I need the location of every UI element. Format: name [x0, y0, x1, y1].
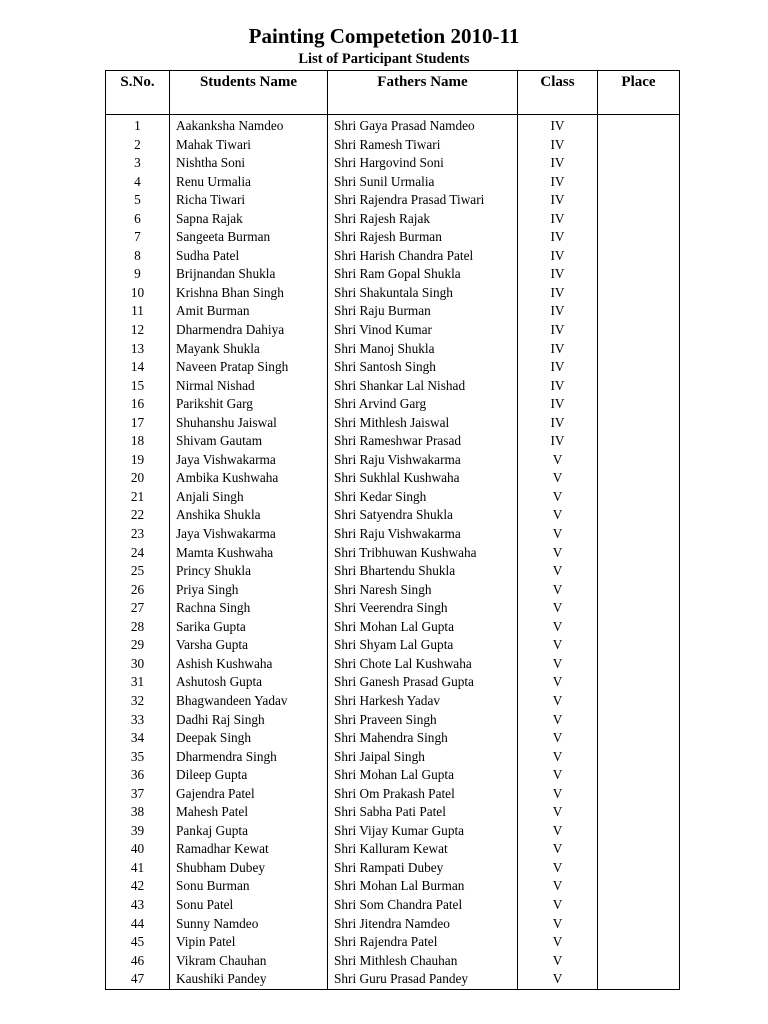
cell-sno: 17 [106, 414, 170, 433]
cell-place [598, 840, 680, 859]
cell-sno: 18 [106, 432, 170, 451]
table-row [106, 599, 680, 618]
table-row [106, 562, 680, 581]
cell-class: V [518, 729, 598, 748]
cell-sno: 19 [106, 451, 170, 470]
table-row [106, 302, 680, 321]
cell-father-name: Shri Sabha Pati Patel [328, 803, 518, 822]
cell-student-name: Bhagwandeen Yadav [170, 692, 328, 711]
cell-father-name: Shri Vijay Kumar Gupta [328, 822, 518, 841]
cell-class: V [518, 673, 598, 692]
cell-sno: 20 [106, 469, 170, 488]
cell-sno: 10 [106, 284, 170, 303]
cell-student-name: Naveen Pratap Singh [170, 358, 328, 377]
cell-class: IV [518, 358, 598, 377]
cell-sno: 4 [106, 173, 170, 192]
cell-father-name: Shri Mohan Lal Gupta [328, 766, 518, 785]
cell-sno: 41 [106, 859, 170, 878]
cell-student-name: Deepak Singh [170, 729, 328, 748]
cell-place [598, 952, 680, 971]
cell-class: IV [518, 395, 598, 414]
table-row [106, 469, 680, 488]
cell-sno: 11 [106, 302, 170, 321]
cell-sno: 28 [106, 618, 170, 637]
cell-student-name: Anshika Shukla [170, 506, 328, 525]
cell-sno: 9 [106, 265, 170, 284]
cell-place [598, 896, 680, 915]
cell-place [598, 599, 680, 618]
cell-student-name: Dadhi Raj Singh [170, 711, 328, 730]
cell-class: V [518, 525, 598, 544]
cell-sno: 23 [106, 525, 170, 544]
cell-sno: 45 [106, 933, 170, 952]
cell-sno: 15 [106, 377, 170, 396]
cell-sno: 16 [106, 395, 170, 414]
cell-father-name: Shri Rajendra Prasad Tiwari [328, 191, 518, 210]
cell-father-name: Shri Mohan Lal Gupta [328, 618, 518, 637]
cell-father-name: Shri Harkesh Yadav [328, 692, 518, 711]
table-row [106, 877, 680, 896]
cell-father-name: Shri Shyam Lal Gupta [328, 636, 518, 655]
cell-father-name: Shri Tribhuwan Kushwaha [328, 544, 518, 563]
cell-sno: 22 [106, 506, 170, 525]
table-row [106, 655, 680, 674]
cell-class: IV [518, 136, 598, 155]
cell-father-name: Shri Mithlesh Jaiswal [328, 414, 518, 433]
cell-student-name: Varsha Gupta [170, 636, 328, 655]
table-row [106, 358, 680, 377]
table-row [106, 915, 680, 934]
cell-father-name: Shri Hargovind Soni [328, 154, 518, 173]
cell-sno: 46 [106, 952, 170, 971]
cell-father-name: Shri Shankar Lal Nishad [328, 377, 518, 396]
cell-sno: 47 [106, 970, 170, 989]
cell-student-name: Aakanksha Namdeo [170, 117, 328, 136]
participants-table [105, 70, 680, 990]
cell-place [598, 915, 680, 934]
header-students-name: Students Name [170, 71, 328, 115]
table-row [106, 321, 680, 340]
cell-class: IV [518, 265, 598, 284]
cell-class: V [518, 877, 598, 896]
cell-sno: 43 [106, 896, 170, 915]
cell-class: V [518, 785, 598, 804]
cell-student-name: Nirmal Nishad [170, 377, 328, 396]
table-row [106, 451, 680, 470]
cell-class: V [518, 562, 598, 581]
cell-student-name: Rachna Singh [170, 599, 328, 618]
cell-class: V [518, 469, 598, 488]
cell-sno: 37 [106, 785, 170, 804]
cell-sno: 7 [106, 228, 170, 247]
document-title: Painting Competetion 2010-11 [248, 24, 520, 48]
cell-student-name: Mamta Kushwaha [170, 544, 328, 563]
cell-class: IV [518, 117, 598, 136]
cell-place [598, 970, 680, 989]
cell-father-name: Shri Jitendra Namdeo [328, 915, 518, 934]
cell-place [598, 247, 680, 266]
cell-place [598, 785, 680, 804]
cell-student-name: Ashish Kushwaha [170, 655, 328, 674]
cell-father-name: Shri Rameshwar Prasad [328, 432, 518, 451]
cell-student-name: Mahak Tiwari [170, 136, 328, 155]
cell-student-name: Sonu Patel [170, 896, 328, 915]
cell-father-name: Shri Raju Vishwakarma [328, 525, 518, 544]
cell-student-name: Priya Singh [170, 581, 328, 600]
cell-place [598, 228, 680, 247]
cell-place [598, 414, 680, 433]
cell-father-name: Shri Ganesh Prasad Gupta [328, 673, 518, 692]
cell-class: V [518, 970, 598, 989]
table-row [106, 618, 680, 637]
cell-sno: 21 [106, 488, 170, 507]
cell-sno: 14 [106, 358, 170, 377]
cell-place [598, 933, 680, 952]
cell-student-name: Dharmendra Dahiya [170, 321, 328, 340]
cell-place [598, 581, 680, 600]
cell-place [598, 488, 680, 507]
cell-place [598, 191, 680, 210]
cell-father-name: Shri Mohan Lal Burman [328, 877, 518, 896]
cell-sno: 5 [106, 191, 170, 210]
cell-student-name: Brijnandan Shukla [170, 265, 328, 284]
table-header [106, 71, 680, 115]
cell-father-name: Shri Bhartendu Shukla [328, 562, 518, 581]
cell-father-name: Shri Rajesh Rajak [328, 210, 518, 229]
cell-father-name: Shri Mahendra Singh [328, 729, 518, 748]
cell-sno: 2 [106, 136, 170, 155]
cell-class: IV [518, 173, 598, 192]
cell-place [598, 210, 680, 229]
cell-sno: 35 [106, 748, 170, 767]
cell-student-name: Ashutosh Gupta [170, 673, 328, 692]
cell-place [598, 636, 680, 655]
cell-class: V [518, 544, 598, 563]
cell-class: V [518, 618, 598, 637]
cell-student-name: Amit Burman [170, 302, 328, 321]
cell-place [598, 284, 680, 303]
table-row [106, 859, 680, 878]
table-row [106, 173, 680, 192]
table-row [106, 970, 680, 989]
cell-father-name: Shri Arvind Garg [328, 395, 518, 414]
cell-student-name: Shuhanshu Jaiswal [170, 414, 328, 433]
cell-student-name: Pankaj Gupta [170, 822, 328, 841]
cell-sno: 32 [106, 692, 170, 711]
cell-sno: 40 [106, 840, 170, 859]
cell-class: IV [518, 228, 598, 247]
table-row [106, 896, 680, 915]
cell-sno: 8 [106, 247, 170, 266]
cell-class: V [518, 692, 598, 711]
table-row [106, 711, 680, 730]
cell-sno: 25 [106, 562, 170, 581]
table-row [106, 748, 680, 767]
cell-class: V [518, 506, 598, 525]
table-row [106, 525, 680, 544]
table-row [106, 785, 680, 804]
cell-father-name: Shri Rajesh Burman [328, 228, 518, 247]
table-row [106, 340, 680, 359]
cell-place [598, 655, 680, 674]
cell-place [598, 766, 680, 785]
cell-class: IV [518, 321, 598, 340]
cell-student-name: Gajendra Patel [170, 785, 328, 804]
table-row [106, 432, 680, 451]
cell-place [598, 377, 680, 396]
cell-student-name: Renu Urmalia [170, 173, 328, 192]
cell-student-name: Sudha Patel [170, 247, 328, 266]
cell-class: V [518, 488, 598, 507]
cell-sno: 29 [106, 636, 170, 655]
cell-place [598, 748, 680, 767]
cell-sno: 42 [106, 877, 170, 896]
table-row [106, 154, 680, 173]
cell-student-name: Sunny Namdeo [170, 915, 328, 934]
cell-student-name: Nishtha Soni [170, 154, 328, 173]
cell-place [598, 451, 680, 470]
header-fathers-name: Fathers Name [328, 71, 518, 115]
table-row [106, 673, 680, 692]
cell-class: V [518, 636, 598, 655]
cell-father-name: Shri Jaipal Singh [328, 748, 518, 767]
cell-sno: 27 [106, 599, 170, 618]
table-row [106, 544, 680, 563]
cell-father-name: Shri Guru Prasad Pandey [328, 970, 518, 989]
cell-class: V [518, 748, 598, 767]
cell-father-name: Shri Shakuntala Singh [328, 284, 518, 303]
cell-place [598, 117, 680, 136]
cell-place [598, 562, 680, 581]
cell-father-name: Shri Som Chandra Patel [328, 896, 518, 915]
cell-student-name: Princy Shukla [170, 562, 328, 581]
cell-father-name: Shri Kalluram Kewat [328, 840, 518, 859]
cell-student-name: Anjali Singh [170, 488, 328, 507]
cell-student-name: Sapna Rajak [170, 210, 328, 229]
cell-student-name: Ramadhar Kewat [170, 840, 328, 859]
cell-class: V [518, 766, 598, 785]
table-row [106, 822, 680, 841]
cell-father-name: Shri Naresh Singh [328, 581, 518, 600]
cell-student-name: Jaya Vishwakarma [170, 451, 328, 470]
cell-place [598, 506, 680, 525]
table-row [106, 377, 680, 396]
cell-student-name: Mayank Shukla [170, 340, 328, 359]
table-row [106, 692, 680, 711]
cell-student-name: Richa Tiwari [170, 191, 328, 210]
cell-place [598, 358, 680, 377]
cell-place [598, 302, 680, 321]
cell-sno: 31 [106, 673, 170, 692]
cell-father-name: Shri Vinod Kumar [328, 321, 518, 340]
header-row [106, 71, 680, 115]
table-row [106, 247, 680, 266]
cell-sno: 38 [106, 803, 170, 822]
cell-place [598, 173, 680, 192]
cell-sno: 12 [106, 321, 170, 340]
cell-place [598, 711, 680, 730]
cell-place [598, 469, 680, 488]
cell-student-name: Dharmendra Singh [170, 748, 328, 767]
cell-place [598, 673, 680, 692]
cell-class: V [518, 915, 598, 934]
cell-sno: 36 [106, 766, 170, 785]
cell-father-name: Shri Mithlesh Chauhan [328, 952, 518, 971]
table-row [106, 228, 680, 247]
cell-class: IV [518, 377, 598, 396]
cell-student-name: Krishna Bhan Singh [170, 284, 328, 303]
table-row [106, 191, 680, 210]
cell-father-name: Shri Satyendra Shukla [328, 506, 518, 525]
cell-place [598, 395, 680, 414]
cell-father-name: Shri Rajendra Patel [328, 933, 518, 952]
table-row [106, 933, 680, 952]
cell-place [598, 525, 680, 544]
cell-sno: 33 [106, 711, 170, 730]
cell-place [598, 432, 680, 451]
cell-class: V [518, 803, 598, 822]
cell-sno: 30 [106, 655, 170, 674]
header-place: Place [598, 71, 680, 115]
cell-class: IV [518, 284, 598, 303]
table-row [106, 210, 680, 229]
cell-class: IV [518, 340, 598, 359]
table-row [106, 284, 680, 303]
cell-student-name: Shivam Gautam [170, 432, 328, 451]
cell-student-name: Shubham Dubey [170, 859, 328, 878]
cell-class: IV [518, 247, 598, 266]
cell-class: V [518, 655, 598, 674]
cell-student-name: Sonu Burman [170, 877, 328, 896]
cell-sno: 34 [106, 729, 170, 748]
cell-class: V [518, 581, 598, 600]
cell-class: V [518, 933, 598, 952]
table-row [106, 395, 680, 414]
cell-place [598, 340, 680, 359]
cell-class: IV [518, 154, 598, 173]
cell-father-name: Shri Harish Chandra Patel [328, 247, 518, 266]
cell-father-name: Shri Manoj Shukla [328, 340, 518, 359]
table-row [106, 414, 680, 433]
cell-class: V [518, 711, 598, 730]
table-row [106, 636, 680, 655]
cell-class: IV [518, 191, 598, 210]
cell-place [598, 544, 680, 563]
cell-father-name: Shri Kedar Singh [328, 488, 518, 507]
cell-student-name: Dileep Gupta [170, 766, 328, 785]
cell-student-name: Parikshit Garg [170, 395, 328, 414]
cell-class: V [518, 599, 598, 618]
cell-father-name: Shri Sukhlal Kushwaha [328, 469, 518, 488]
cell-student-name: Sarika Gupta [170, 618, 328, 637]
cell-place [598, 803, 680, 822]
cell-student-name: Jaya Vishwakarma [170, 525, 328, 544]
cell-father-name: Shri Santosh Singh [328, 358, 518, 377]
cell-sno: 3 [106, 154, 170, 173]
cell-father-name: Shri Raju Vishwakarma [328, 451, 518, 470]
cell-place [598, 618, 680, 637]
cell-father-name: Shri Raju Burman [328, 302, 518, 321]
cell-father-name: Shri Praveen Singh [328, 711, 518, 730]
cell-father-name: Shri Chote Lal Kushwaha [328, 655, 518, 674]
cell-class: V [518, 840, 598, 859]
table-row [106, 729, 680, 748]
cell-father-name: Shri Veerendra Singh [328, 599, 518, 618]
cell-class: V [518, 952, 598, 971]
table-row [106, 136, 680, 155]
cell-class: IV [518, 302, 598, 321]
cell-sno: 13 [106, 340, 170, 359]
cell-place [598, 154, 680, 173]
cell-class: V [518, 859, 598, 878]
cell-place [598, 321, 680, 340]
cell-father-name: Shri Gaya Prasad Namdeo [328, 117, 518, 136]
cell-class: IV [518, 210, 598, 229]
cell-father-name: Shri Rampati Dubey [328, 859, 518, 878]
cell-place [598, 877, 680, 896]
table-row [106, 265, 680, 284]
table-row [106, 840, 680, 859]
cell-sno: 24 [106, 544, 170, 563]
cell-father-name: Shri Sunil Urmalia [328, 173, 518, 192]
cell-place [598, 265, 680, 284]
cell-father-name: Shri Ram Gopal Shukla [328, 265, 518, 284]
table-row [106, 766, 680, 785]
cell-student-name: Vikram Chauhan [170, 952, 328, 971]
cell-sno: 44 [106, 915, 170, 934]
cell-student-name: Mahesh Patel [170, 803, 328, 822]
table-body [106, 115, 680, 990]
cell-sno: 26 [106, 581, 170, 600]
cell-place [598, 859, 680, 878]
cell-place [598, 729, 680, 748]
cell-father-name: Shri Om Prakash Patel [328, 785, 518, 804]
cell-class: IV [518, 414, 598, 433]
cell-class: V [518, 896, 598, 915]
cell-class: IV [518, 432, 598, 451]
table-row [106, 506, 680, 525]
cell-place [598, 692, 680, 711]
cell-student-name: Ambika Kushwaha [170, 469, 328, 488]
header-sno: S.No. [106, 71, 170, 115]
header-class: Class [518, 71, 598, 115]
cell-father-name: Shri Ramesh Tiwari [328, 136, 518, 155]
table-row [106, 117, 680, 136]
cell-sno: 6 [106, 210, 170, 229]
cell-student-name: Sangeeta Burman [170, 228, 328, 247]
cell-place [598, 136, 680, 155]
cell-place [598, 822, 680, 841]
table-row [106, 488, 680, 507]
cell-sno: 1 [106, 117, 170, 136]
cell-sno: 39 [106, 822, 170, 841]
cell-student-name: Vipin Patel [170, 933, 328, 952]
cell-class: V [518, 451, 598, 470]
table-row [106, 952, 680, 971]
document-subtitle: List of Participant Students [298, 51, 470, 67]
table-row [106, 581, 680, 600]
cell-student-name: Kaushiki Pandey [170, 970, 328, 989]
table-row [106, 803, 680, 822]
cell-class: V [518, 822, 598, 841]
